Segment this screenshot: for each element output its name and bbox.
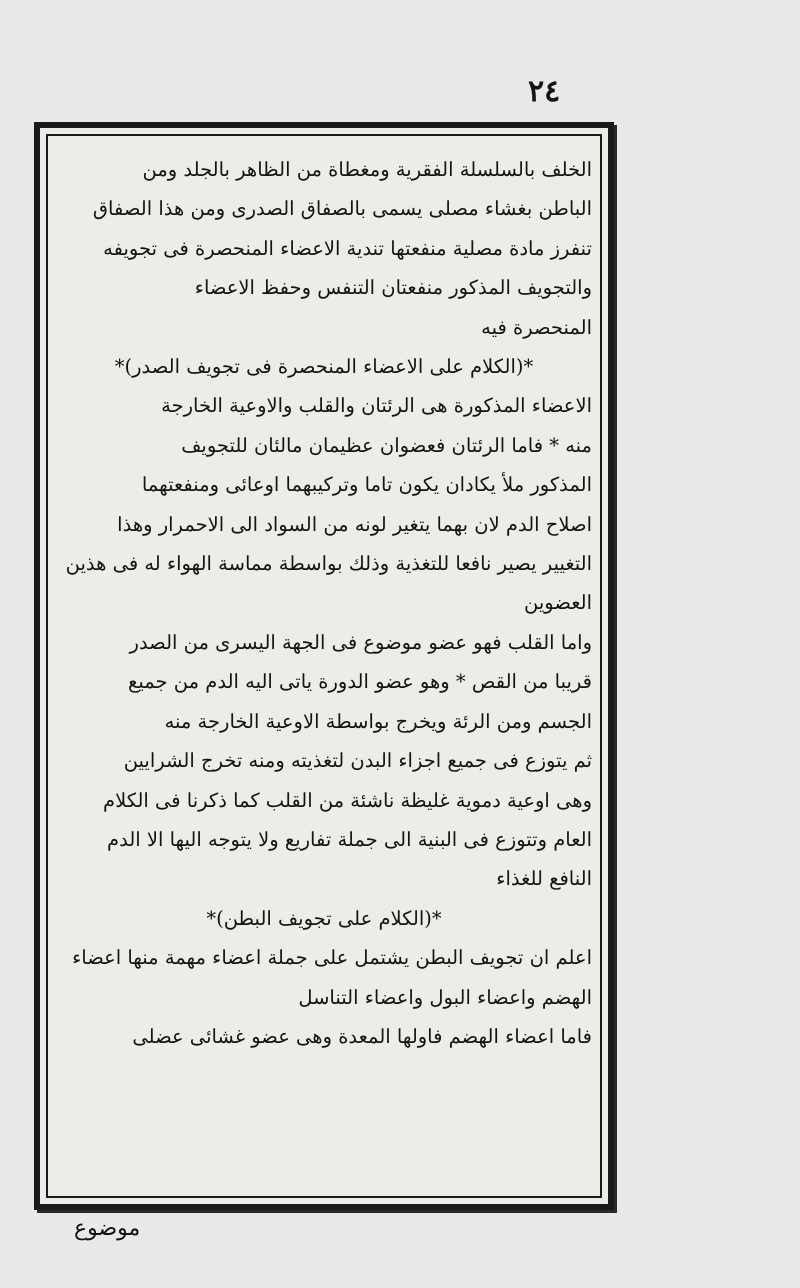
text-line: الهضم واعضاء البول واعضاء التناسل bbox=[298, 985, 592, 1009]
text-line: فاما اعضاء الهضم فاولها المعدة وهى عضو غشائى عضلى bbox=[132, 1024, 592, 1048]
catchword: موضوع bbox=[74, 1216, 141, 1241]
text-line: المنحصرة فيه bbox=[481, 315, 592, 339]
page-frame bbox=[34, 122, 614, 1210]
text-line: التغيير يصير نافعا للتغذية وذلك بواسطة مماسة الهواء له فى هذين bbox=[65, 552, 592, 576]
text-line: والتجويف المذكور منفعتان التنفس وحفظ الاعضاء bbox=[194, 276, 592, 300]
page-frame-inner bbox=[46, 134, 602, 1198]
text-line: الباطن بغشاء مصلى يسمى بالصفاق الصدرى ومن هذا الصفاق bbox=[92, 197, 592, 221]
text-line: الخلف بالسلسلة الفقرية ومغطاة من الظاهر بالجلد ومن bbox=[142, 158, 592, 181]
text-line: العام وتتوزع فى البنية الى جملة تفاريع ولا يتوجه اليها الا الدم bbox=[107, 827, 592, 851]
text-line: العضوين bbox=[523, 591, 592, 615]
text-line: الاعضاء المذكورة هى الرئتان والقلب والاوعية الخارجة bbox=[161, 394, 592, 418]
text-line: المذكور ملأ يكادان يكون تاما وتركيبهما اوعائى ومنفعتهما bbox=[141, 473, 592, 497]
body-text bbox=[56, 150, 592, 1056]
text-line: النافع للغذاء bbox=[496, 867, 592, 891]
text-line: الجسم ومن الرئة ويخرج بواسطة الاوعية الخارجة منه bbox=[164, 709, 592, 733]
text-line: وهى اوعية دموية غليظة ناشئة من القلب كما ذكرنا فى الكلام bbox=[103, 788, 592, 812]
text-line: قريبا من القص * وهو عضو الدورة ياتى اليه الدم من جميع bbox=[127, 670, 592, 694]
section-heading: *(الكلام على تجويف البطن)* bbox=[206, 906, 442, 930]
text-line: تنفرز مادة مصلية منفعتها تندية الاعضاء المنحصرة فى تجويفه bbox=[103, 236, 592, 260]
text-line: منه * فاما الرئتان فعضوان عظيمان مالئان للتجويف bbox=[181, 433, 592, 457]
text-line: واما القلب فهو عضو موضوع فى الجهة اليسرى من الصدر bbox=[129, 630, 592, 654]
page-number: ٢٤ bbox=[528, 74, 561, 109]
text-line: ثم يتوزع فى جميع اجزاء البدن لتغذيته ومنه تخرج الشرايين bbox=[123, 749, 592, 773]
text-line: اعلم ان تجويف البطن يشتمل على جملة اعضاء مهمة منها اعضاء bbox=[72, 946, 592, 970]
section-heading: *(الكلام على الاعضاء المنحصرة فى تجويف الصدر)* bbox=[114, 355, 534, 379]
text-line: اصلاح الدم لان بهما يتغير لونه من السواد الى الاحمرار وهذا bbox=[117, 512, 592, 536]
